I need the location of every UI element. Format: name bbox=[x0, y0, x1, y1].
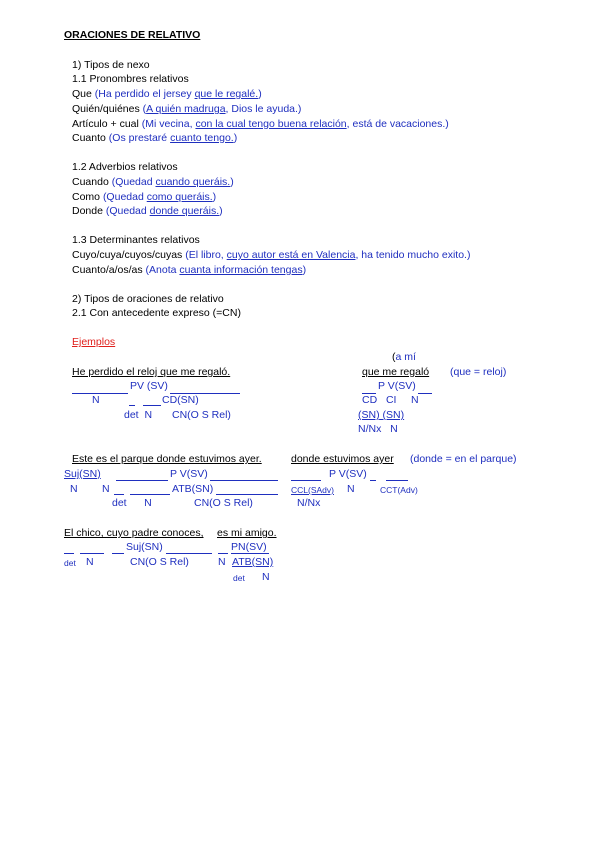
example-que bbox=[72, 88, 262, 101]
label: Como bbox=[72, 191, 103, 203]
nnx-text: N/Nx bbox=[358, 423, 382, 435]
ex2-sentence: Este es el parque donde estuvimos ayer. bbox=[72, 453, 262, 465]
n-text: N bbox=[390, 423, 398, 435]
ex1-bracket-left bbox=[72, 393, 128, 394]
ex1-rel-sentence: que me regaló bbox=[362, 366, 430, 378]
sn-text-2: (SN) bbox=[382, 409, 405, 421]
example-link: cuanta información tengas bbox=[179, 264, 303, 276]
ex1-bracket-rel2 bbox=[418, 393, 432, 394]
label: Artículo + cual bbox=[72, 118, 142, 130]
label: Cuando bbox=[72, 176, 112, 188]
ex3-n1: N bbox=[86, 556, 94, 568]
note-mark: ( bbox=[392, 351, 396, 363]
ex2-pv-label: P V(SV) bbox=[170, 468, 208, 480]
label: Que bbox=[72, 88, 95, 100]
example-close: , está de vacaciones.) bbox=[346, 118, 449, 130]
ex2-bracket-pv-right bbox=[210, 480, 278, 481]
ex1-pv-label: PV (SV) bbox=[130, 380, 168, 392]
ex1-bracket-cd bbox=[143, 405, 161, 406]
ex2-suj-label: Suj(SN) bbox=[64, 468, 101, 480]
example-open: (Quedad bbox=[105, 205, 150, 217]
subheading-1-3: 1.3 Determinantes relativos bbox=[72, 234, 200, 246]
ex3-pn-label: PN(SV) bbox=[231, 541, 267, 553]
cd-text: CD bbox=[362, 394, 378, 406]
example-open: (Ha perdido el jersey bbox=[94, 88, 195, 100]
ex2-n1: N bbox=[70, 483, 78, 495]
ex3-n3: N bbox=[262, 571, 270, 583]
ex2-n2: N bbox=[102, 483, 110, 495]
ex3-bracket-suj-left bbox=[112, 553, 124, 554]
ex1-nnx bbox=[358, 423, 398, 436]
ci-text: CI bbox=[385, 394, 397, 406]
example-close: ) bbox=[230, 176, 234, 188]
ex2-bracket-rel2 bbox=[370, 480, 376, 481]
example-open: (Os prestaré bbox=[108, 132, 171, 144]
ejemplos-heading: Ejemplos bbox=[72, 336, 116, 348]
example-close: ) bbox=[258, 88, 262, 100]
ex2-ccl-label: CCL(SAdv) bbox=[291, 485, 334, 495]
example-link: cuando queráis. bbox=[155, 176, 231, 188]
ex3-bracket-pn bbox=[218, 553, 228, 554]
label: Cuanto/a/os/as bbox=[72, 264, 146, 276]
ex3-suj-label: Suj(SN) bbox=[126, 541, 163, 553]
ex2-det-n bbox=[112, 497, 152, 510]
page-title: ORACIONES DE RELATIVO bbox=[64, 29, 201, 41]
ex1-bracket-det bbox=[129, 405, 135, 406]
ex2-bracket-atb-right bbox=[216, 494, 278, 495]
example-donde bbox=[72, 205, 223, 218]
example-close: , Dios le ayuda.) bbox=[225, 103, 302, 115]
ex1-n-label: N bbox=[92, 394, 100, 406]
n-text: N bbox=[144, 409, 153, 421]
ex1-pv2-label: P V(SV) bbox=[378, 380, 416, 392]
example-quien bbox=[72, 103, 301, 116]
ex2-bracket-rel bbox=[291, 480, 321, 481]
ex1-sentence: He perdido el reloj que me regaló. bbox=[72, 366, 231, 378]
example-close: ) bbox=[212, 191, 217, 203]
note-text: a mí bbox=[395, 351, 416, 363]
ex1-note bbox=[392, 351, 416, 364]
example-como bbox=[72, 191, 216, 204]
n-text: N bbox=[411, 394, 419, 406]
example-link: donde queráis. bbox=[149, 205, 220, 217]
ex2-bracket-det bbox=[114, 494, 124, 495]
ex3-n2: N bbox=[218, 556, 226, 568]
example-cuanta bbox=[72, 264, 306, 277]
example-close: ) bbox=[233, 132, 238, 144]
ex1-cd-label bbox=[162, 394, 199, 407]
label: Quién/quiénes bbox=[72, 103, 143, 115]
ex2-cct-label: CCT(Adv) bbox=[380, 485, 418, 495]
example-link: A quién madruga bbox=[146, 103, 226, 115]
example-cuando bbox=[72, 176, 234, 189]
section-heading-2: 2) Tipos de oraciones de relativo bbox=[72, 293, 224, 305]
example-link: que le regalé. bbox=[194, 88, 259, 100]
label: Cuanto bbox=[72, 132, 109, 144]
ex2-bracket-pv-left bbox=[116, 480, 168, 481]
ex3-sentence-2: es mi amigo. bbox=[217, 527, 277, 539]
ex2-rel-sentence: donde estuvimos ayer bbox=[291, 453, 394, 465]
example-open: (El libro, bbox=[185, 249, 227, 261]
example-open: (Quedad bbox=[111, 176, 156, 188]
ex3-sentence: El chico, cuyo padre conoces, bbox=[64, 527, 204, 539]
example-link: como queráis. bbox=[146, 191, 213, 203]
ex3-bracket-n bbox=[80, 553, 104, 554]
example-open: ( bbox=[142, 103, 147, 115]
subheading-1-1: 1.1 Pronombres relativos bbox=[72, 73, 189, 85]
ex3-det: det bbox=[64, 558, 76, 568]
ex2-cn-label: CN(O S Rel) bbox=[194, 497, 253, 509]
example-close: , ha tenido mucho exito.) bbox=[355, 249, 471, 261]
subheading-2-1: 2.1 Con antecedente expreso (=CN) bbox=[72, 307, 241, 319]
ex3-bracket-det bbox=[64, 553, 74, 554]
example-articulo bbox=[72, 118, 449, 131]
ex3-det2: det bbox=[233, 573, 245, 583]
ex2-bracket-atb-left bbox=[130, 494, 170, 495]
subheading-1-2: 1.2 Adverbios relativos bbox=[72, 161, 178, 173]
ex3-atb-label: ATB(SN) bbox=[232, 556, 274, 568]
ex2-nnx: N/Nx bbox=[297, 497, 321, 509]
cd-text: CD(SN) bbox=[162, 394, 199, 406]
example-open: (Mi vecina, bbox=[141, 118, 196, 130]
ex1-det-label bbox=[124, 409, 152, 422]
ex2-n4: N bbox=[347, 483, 355, 495]
ex1-cn-label: CN(O S Rel) bbox=[172, 409, 231, 421]
example-close: ) bbox=[302, 264, 307, 276]
example-open: (Quedad bbox=[102, 191, 147, 203]
example-link: cuanto tengo. bbox=[170, 132, 234, 144]
ex3-cn-label: CN(O S Rel) bbox=[130, 556, 189, 568]
example-close: ) bbox=[219, 205, 223, 217]
example-link: cuyo autor está en Valencia bbox=[226, 249, 356, 261]
section-heading-1: 1) Tipos de nexo bbox=[72, 59, 150, 71]
ex1-functions bbox=[362, 394, 419, 407]
ex2-pv2-label: P V(SV) bbox=[329, 468, 367, 480]
ex2-bracket-rel3 bbox=[386, 480, 408, 481]
ex2-atb-label: ATB(SN) bbox=[172, 483, 214, 495]
label: Donde bbox=[72, 205, 106, 217]
ex2-rel-note: (donde = en el parque) bbox=[410, 453, 517, 465]
det-text: det bbox=[124, 409, 139, 421]
ex3-bracket-pn-underline bbox=[231, 553, 269, 554]
det-text: det bbox=[112, 497, 127, 509]
ex3-bracket-suj-right bbox=[166, 553, 212, 554]
example-open: (Anota bbox=[145, 264, 180, 276]
example-cuyo bbox=[72, 249, 470, 262]
ex1-sn-labels bbox=[358, 409, 404, 422]
sn-text: (SN) bbox=[358, 409, 380, 421]
label: Cuyo/cuya/cuyos/cuyas bbox=[72, 249, 186, 261]
ex1-rel-note: (que = reloj) bbox=[450, 366, 507, 378]
example-link: con la cual tengo buena relación bbox=[195, 118, 347, 130]
example-cuanto bbox=[72, 132, 237, 145]
n-text: N bbox=[144, 497, 152, 509]
